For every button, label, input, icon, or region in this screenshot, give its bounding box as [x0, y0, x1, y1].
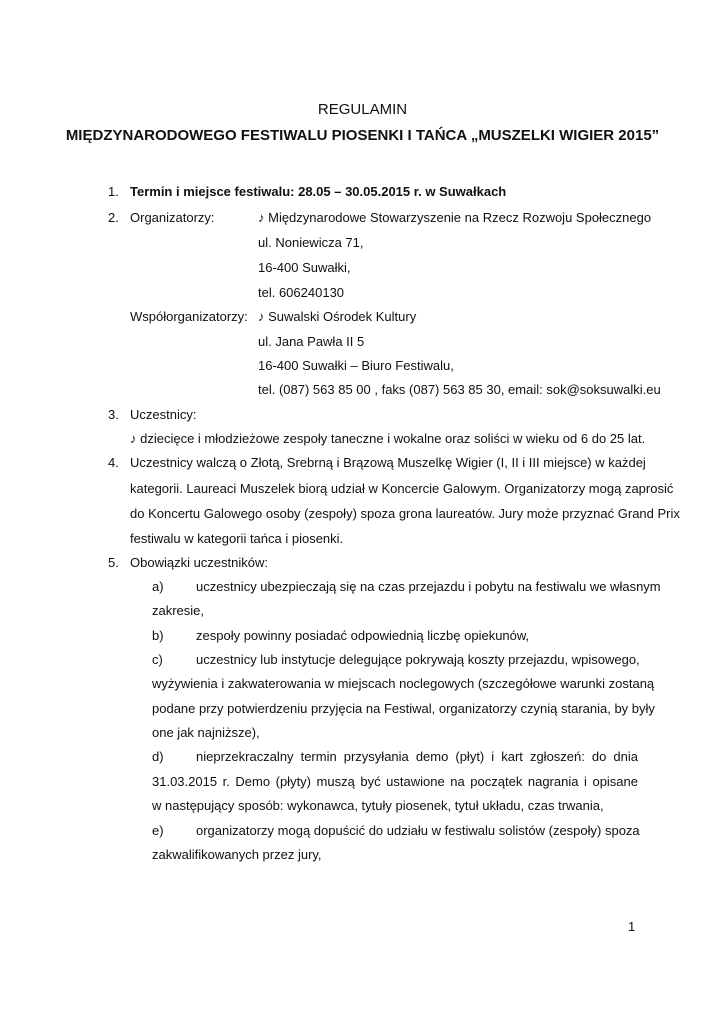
duty-letter: e) — [152, 823, 164, 838]
section-4-number: 4. — [108, 455, 119, 470]
organizer-line: tel. 606240130 — [258, 285, 345, 300]
duty-letter: a) — [152, 579, 164, 594]
duty-text: w następujący sposób: wykonawca, tytuły piosenek, tytuł układu, czas trwania, — [152, 798, 604, 813]
duty-text: podane przy potwierdzeniu przyjęcia na Festiwal, organizatorzy czynią starania, by były — [152, 701, 655, 716]
document-title: REGULAMIN — [317, 101, 408, 118]
duty-text: uczestnicy lub instytucje delegujące pokrywają koszty przejazdu, wpisowego, — [196, 652, 640, 667]
duty-text: one jak najniższe), — [152, 725, 260, 740]
duty-letter: c) — [152, 652, 163, 667]
section-3-number: 3. — [108, 407, 119, 422]
page-number: 1 — [628, 919, 636, 934]
section-4-line: Uczestnicy walczą o Złotą, Srebrną i Brązową Muszelkę Wigier (I, II i III miejsce) w każdej — [130, 455, 646, 470]
section-4-line: festiwalu w kategorii tańca i piosenki. — [130, 531, 344, 546]
duty-text: nieprzekraczalny termin przysyłania demo (płyt) i kart zgłoszeń: do dnia — [196, 749, 638, 764]
document-subtitle: MIĘDZYNARODOWEGO FESTIWALU PIOSENKI I TAŃCA „MUSZELKI WIGIER 2015” — [65, 127, 660, 144]
organizer-line: ul. Noniewicza 71, — [258, 235, 364, 250]
duty-text: zakresie, — [152, 603, 205, 618]
section-2-number: 2. — [108, 210, 119, 225]
duties-label: Obowiązki uczestników: — [130, 555, 268, 570]
section-4-line: kategorii. Laureaci Muszelek biorą udział w Koncercie Galowym. Organizatorzy mogą zaprosić — [130, 481, 674, 496]
duty-letter: b) — [152, 628, 164, 643]
organizers-label: Organizatorzy: — [130, 210, 215, 225]
participants-label: Uczestnicy: — [130, 407, 197, 422]
coorganizer-line: 16-400 Suwałki – Biuro Festiwalu, — [258, 358, 454, 373]
duty-letter: d) — [152, 749, 164, 764]
duty-text: 31.03.2015 r. Demo (płyty) muszą być ustawione na początek nagrania i opisane — [152, 774, 638, 789]
duty-text: uczestnicy ubezpieczają się na czas przejazdu i pobytu na festiwalu we własnym — [196, 579, 661, 594]
participants-text: ♪ dziecięce i młodzieżowe zespoły taneczne i wokalne oraz soliści w wieku od 6 do 25 lat. — [130, 431, 646, 446]
coorganizer-line: tel. (087) 563 85 00 , faks (087) 563 85 30, email: sok@soksuwalki.eu — [258, 382, 661, 397]
duty-text: wyżywienia i zakwaterowania w miejscach noclegowych (szczegółowe warunki zostaną — [152, 676, 655, 691]
coorganizers-label: Współorganizatorzy: — [130, 309, 248, 324]
duty-text: zespoły powinny posiadać odpowiednią liczbę opiekunów, — [196, 628, 530, 643]
duty-text: zakwalifikowanych przez jury, — [152, 847, 322, 862]
coorganizer-line: ♪ Suwalski Ośrodek Kultury — [258, 309, 417, 324]
duty-text: organizatorzy mogą dopuścić do udziału w festiwalu solistów (zespoły) spoza — [196, 823, 640, 838]
coorganizer-line: ul. Jana Pawła II 5 — [258, 334, 365, 349]
organizer-line: 16-400 Suwałki, — [258, 260, 351, 275]
section-5-number: 5. — [108, 555, 119, 570]
section-1-text: Termin i miejsce festiwalu: 28.05 – 30.05.2015 r. w Suwałkach — [130, 184, 507, 199]
organizer-line: ♪ Międzynarodowe Stowarzyszenie na Rzecz Rozwoju Społecznego — [258, 210, 652, 225]
section-1-number: 1. — [108, 184, 119, 199]
section-4-line: do Koncertu Galowego osoby (zespoły) spoza grona laureatów. Jury może przyznać Grand Prix — [130, 506, 680, 521]
